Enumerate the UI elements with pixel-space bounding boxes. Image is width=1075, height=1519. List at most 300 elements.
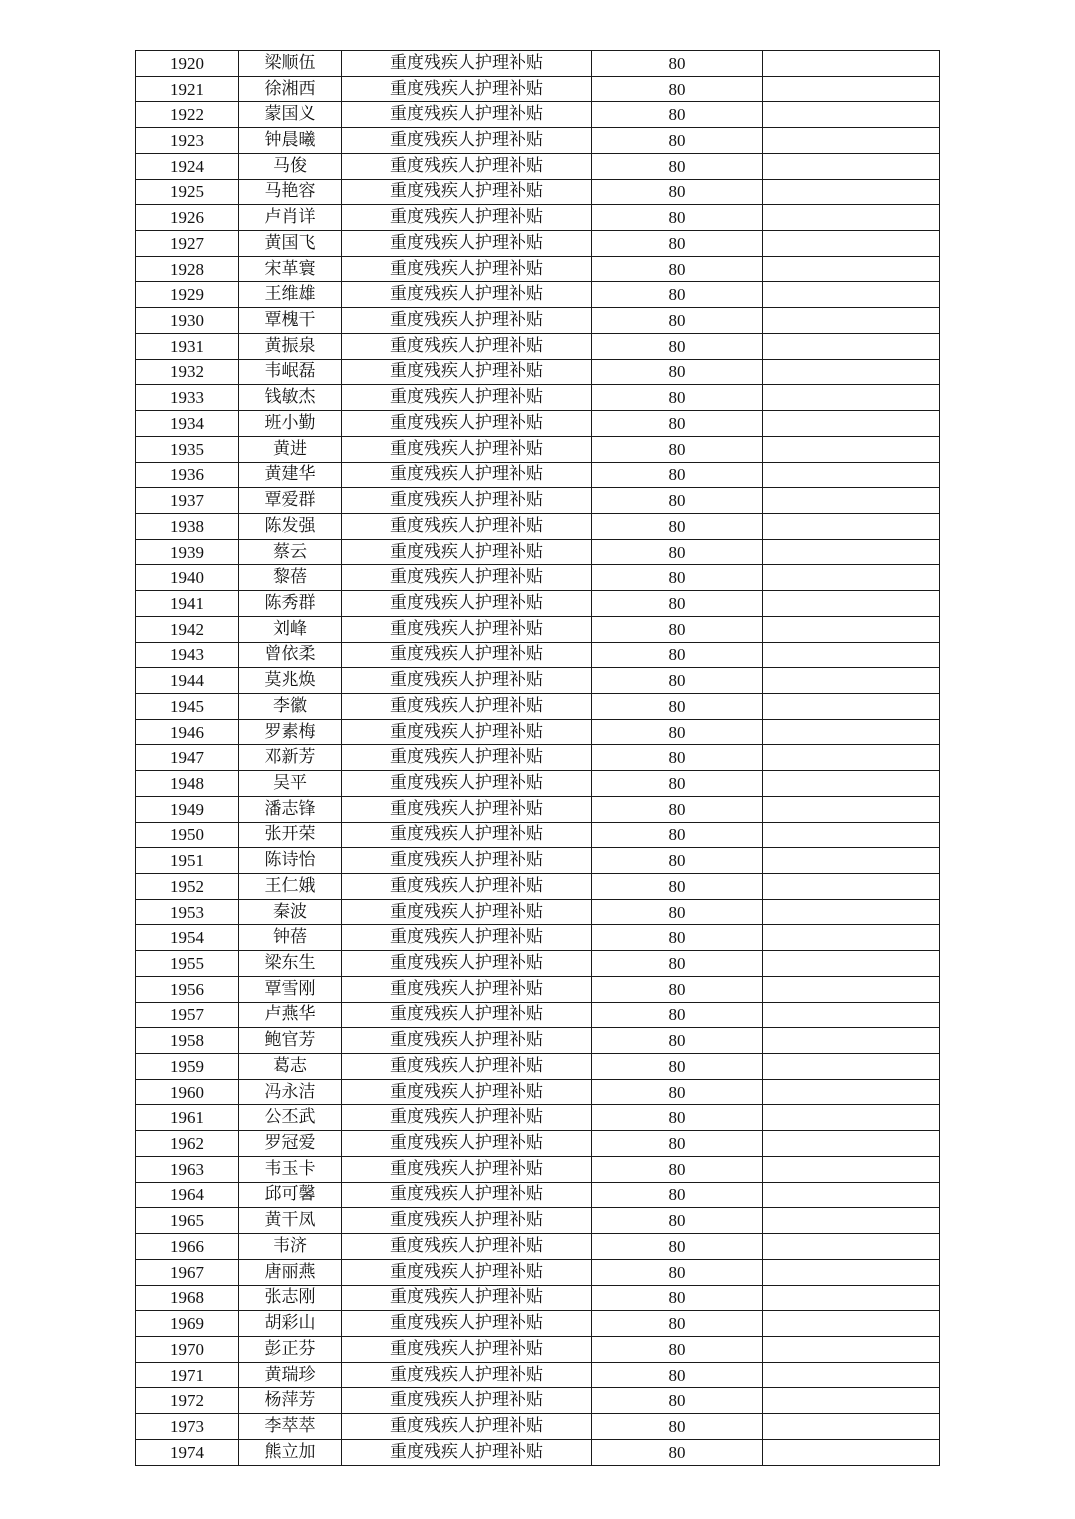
table-row	[136, 616, 940, 642]
row-number-cell: 1970	[136, 1336, 239, 1362]
remark-cell	[763, 1362, 940, 1388]
row-number-cell: 1960	[136, 1079, 239, 1105]
table-row	[136, 1259, 940, 1285]
person-name-cell: 覃爱群	[239, 488, 342, 514]
row-number-cell: 1955	[136, 951, 239, 977]
amount-cell: 80	[592, 1156, 763, 1182]
row-number-cell: 1924	[136, 153, 239, 179]
subsidy-type-cell: 重度残疾人护理补贴	[342, 333, 592, 359]
amount-cell: 80	[592, 462, 763, 488]
person-name-cell: 陈秀群	[239, 591, 342, 617]
remark-cell	[763, 1028, 940, 1054]
table-row	[136, 925, 940, 951]
row-number-cell: 1940	[136, 565, 239, 591]
person-name-cell: 鲍官芳	[239, 1028, 342, 1054]
row-number-cell: 1959	[136, 1054, 239, 1080]
row-number-cell: 1966	[136, 1234, 239, 1260]
subsidy-type-cell: 重度残疾人护理补贴	[342, 1388, 592, 1414]
subsidy-type-cell: 重度残疾人护理补贴	[342, 308, 592, 334]
row-number-cell: 1969	[136, 1311, 239, 1337]
subsidy-type-cell: 重度残疾人护理补贴	[342, 513, 592, 539]
remark-cell	[763, 76, 940, 102]
person-name-cell: 陈发强	[239, 513, 342, 539]
amount-cell: 80	[592, 1079, 763, 1105]
remark-cell	[763, 513, 940, 539]
table-row	[136, 359, 940, 385]
table-row	[136, 1208, 940, 1234]
subsidy-type-cell: 重度残疾人护理补贴	[342, 1234, 592, 1260]
subsidy-type-cell: 重度残疾人护理补贴	[342, 1311, 592, 1337]
subsidy-type-cell: 重度残疾人护理补贴	[342, 1054, 592, 1080]
person-name-cell: 黄国飞	[239, 231, 342, 257]
person-name-cell: 钱敏杰	[239, 385, 342, 411]
table-row	[136, 205, 940, 231]
table-row	[136, 848, 940, 874]
table-row	[136, 1079, 940, 1105]
amount-cell: 80	[592, 848, 763, 874]
subsidy-type-cell: 重度残疾人护理补贴	[342, 719, 592, 745]
person-name-cell: 黄建华	[239, 462, 342, 488]
person-name-cell: 黄振泉	[239, 333, 342, 359]
remark-cell	[763, 668, 940, 694]
amount-cell: 80	[592, 1182, 763, 1208]
amount-cell: 80	[592, 231, 763, 257]
subsidy-type-cell: 重度残疾人护理补贴	[342, 462, 592, 488]
person-name-cell: 李萃萃	[239, 1414, 342, 1440]
person-name-cell: 秦波	[239, 899, 342, 925]
row-number-cell: 1947	[136, 745, 239, 771]
remark-cell	[763, 616, 940, 642]
amount-cell: 80	[592, 642, 763, 668]
amount-cell: 80	[592, 899, 763, 925]
amount-cell: 80	[592, 693, 763, 719]
table-row	[136, 333, 940, 359]
row-number-cell: 1933	[136, 385, 239, 411]
row-number-cell: 1929	[136, 282, 239, 308]
remark-cell	[763, 822, 940, 848]
row-number-cell: 1958	[136, 1028, 239, 1054]
person-name-cell: 卢燕华	[239, 1002, 342, 1028]
table-row	[136, 153, 940, 179]
remark-cell	[763, 488, 940, 514]
person-name-cell: 覃槐干	[239, 308, 342, 334]
person-name-cell: 梁东生	[239, 951, 342, 977]
person-name-cell: 王仁娥	[239, 874, 342, 900]
amount-cell: 80	[592, 1028, 763, 1054]
remark-cell	[763, 1439, 940, 1465]
row-number-cell: 1939	[136, 539, 239, 565]
row-number-cell: 1948	[136, 771, 239, 797]
remark-cell	[763, 1156, 940, 1182]
table-row	[136, 411, 940, 437]
subsidy-type-cell: 重度残疾人护理补贴	[342, 205, 592, 231]
table-row	[136, 1182, 940, 1208]
amount-cell: 80	[592, 771, 763, 797]
subsidy-type-cell: 重度残疾人护理补贴	[342, 745, 592, 771]
table-row	[136, 256, 940, 282]
person-name-cell: 宋革寰	[239, 256, 342, 282]
person-name-cell: 罗素梅	[239, 719, 342, 745]
table-row	[136, 513, 940, 539]
remark-cell	[763, 796, 940, 822]
amount-cell: 80	[592, 1336, 763, 1362]
subsidy-type-cell: 重度残疾人护理补贴	[342, 1208, 592, 1234]
remark-cell	[763, 1259, 940, 1285]
table-row	[136, 642, 940, 668]
subsidy-type-cell: 重度残疾人护理补贴	[342, 642, 592, 668]
person-name-cell: 熊立加	[239, 1439, 342, 1465]
remark-cell	[763, 102, 940, 128]
row-number-cell: 1953	[136, 899, 239, 925]
row-number-cell: 1923	[136, 128, 239, 154]
remark-cell	[763, 1079, 940, 1105]
row-number-cell: 1944	[136, 668, 239, 694]
subsidy-type-cell: 重度残疾人护理补贴	[342, 385, 592, 411]
person-name-cell: 梁顺伍	[239, 51, 342, 77]
row-number-cell: 1952	[136, 874, 239, 900]
row-number-cell: 1927	[136, 231, 239, 257]
amount-cell: 80	[592, 796, 763, 822]
row-number-cell: 1920	[136, 51, 239, 77]
subsidy-type-cell: 重度残疾人护理补贴	[342, 1182, 592, 1208]
amount-cell: 80	[592, 51, 763, 77]
table-row	[136, 719, 940, 745]
remark-cell	[763, 179, 940, 205]
table-row	[136, 1336, 940, 1362]
remark-cell	[763, 1208, 940, 1234]
amount-cell: 80	[592, 1388, 763, 1414]
amount-cell: 80	[592, 565, 763, 591]
remark-cell	[763, 436, 940, 462]
amount-cell: 80	[592, 1131, 763, 1157]
row-number-cell: 1937	[136, 488, 239, 514]
table-row	[136, 1156, 940, 1182]
table-row	[136, 1388, 940, 1414]
person-name-cell: 潘志锋	[239, 796, 342, 822]
table-row	[136, 1028, 940, 1054]
subsidy-type-cell: 重度残疾人护理补贴	[342, 282, 592, 308]
remark-cell	[763, 1311, 940, 1337]
person-name-cell: 黎蓓	[239, 565, 342, 591]
remark-cell	[763, 745, 940, 771]
remark-cell	[763, 308, 940, 334]
amount-cell: 80	[592, 128, 763, 154]
table-row	[136, 976, 940, 1002]
subsidy-type-cell: 重度残疾人护理补贴	[342, 848, 592, 874]
remark-cell	[763, 51, 940, 77]
table-row	[136, 539, 940, 565]
row-number-cell: 1935	[136, 436, 239, 462]
subsidy-type-cell: 重度残疾人护理补贴	[342, 1439, 592, 1465]
table-row	[136, 899, 940, 925]
subsidy-type-cell: 重度残疾人护理补贴	[342, 76, 592, 102]
table-row	[136, 76, 940, 102]
amount-cell: 80	[592, 436, 763, 462]
row-number-cell: 1925	[136, 179, 239, 205]
subsidy-type-cell: 重度残疾人护理补贴	[342, 1259, 592, 1285]
table-row	[136, 1414, 940, 1440]
table-row	[136, 128, 940, 154]
row-number-cell: 1945	[136, 693, 239, 719]
person-name-cell: 钟晨曦	[239, 128, 342, 154]
remark-cell	[763, 1131, 940, 1157]
table-row	[136, 436, 940, 462]
subsidy-type-cell: 重度残疾人护理补贴	[342, 153, 592, 179]
row-number-cell: 1965	[136, 1208, 239, 1234]
amount-cell: 80	[592, 1285, 763, 1311]
person-name-cell: 卢肖详	[239, 205, 342, 231]
amount-cell: 80	[592, 539, 763, 565]
person-name-cell: 胡彩山	[239, 1311, 342, 1337]
row-number-cell: 1973	[136, 1414, 239, 1440]
subsidy-type-cell: 重度残疾人护理补贴	[342, 693, 592, 719]
subsidy-type-cell: 重度残疾人护理补贴	[342, 411, 592, 437]
person-name-cell: 黄干凤	[239, 1208, 342, 1234]
table-row	[136, 591, 940, 617]
row-number-cell: 1968	[136, 1285, 239, 1311]
amount-cell: 80	[592, 1362, 763, 1388]
table-row	[136, 282, 940, 308]
table-row	[136, 1131, 940, 1157]
subsidy-type-cell: 重度残疾人护理补贴	[342, 976, 592, 1002]
subsidy-type-cell: 重度残疾人护理补贴	[342, 436, 592, 462]
amount-cell: 80	[592, 1002, 763, 1028]
person-name-cell: 韦济	[239, 1234, 342, 1260]
amount-cell: 80	[592, 1259, 763, 1285]
subsidy-type-cell: 重度残疾人护理补贴	[342, 616, 592, 642]
table-row	[136, 1362, 940, 1388]
remark-cell	[763, 925, 940, 951]
amount-cell: 80	[592, 951, 763, 977]
remark-cell	[763, 282, 940, 308]
row-number-cell: 1963	[136, 1156, 239, 1182]
remark-cell	[763, 411, 940, 437]
amount-cell: 80	[592, 1439, 763, 1465]
remark-cell	[763, 231, 940, 257]
subsidy-type-cell: 重度残疾人护理补贴	[342, 668, 592, 694]
person-name-cell: 葛志	[239, 1054, 342, 1080]
remark-cell	[763, 951, 940, 977]
table-row	[136, 693, 940, 719]
remark-cell	[763, 1388, 940, 1414]
table-row	[136, 668, 940, 694]
table-row	[136, 1311, 940, 1337]
amount-cell: 80	[592, 513, 763, 539]
amount-cell: 80	[592, 616, 763, 642]
person-name-cell: 罗冠爱	[239, 1131, 342, 1157]
person-name-cell: 徐湘西	[239, 76, 342, 102]
person-name-cell: 邓新芳	[239, 745, 342, 771]
subsidy-type-cell: 重度残疾人护理补贴	[342, 1156, 592, 1182]
remark-cell	[763, 771, 940, 797]
remark-cell	[763, 153, 940, 179]
subsidy-type-cell: 重度残疾人护理补贴	[342, 1079, 592, 1105]
row-number-cell: 1971	[136, 1362, 239, 1388]
subsidy-type-cell: 重度残疾人护理补贴	[342, 256, 592, 282]
row-number-cell: 1936	[136, 462, 239, 488]
table-row	[136, 308, 940, 334]
amount-cell: 80	[592, 745, 763, 771]
amount-cell: 80	[592, 308, 763, 334]
subsidy-type-cell: 重度残疾人护理补贴	[342, 899, 592, 925]
subsidy-type-cell: 重度残疾人护理补贴	[342, 771, 592, 797]
row-number-cell: 1934	[136, 411, 239, 437]
amount-cell: 80	[592, 822, 763, 848]
remark-cell	[763, 1336, 940, 1362]
row-number-cell: 1930	[136, 308, 239, 334]
row-number-cell: 1967	[136, 1259, 239, 1285]
amount-cell: 80	[592, 874, 763, 900]
table-row	[136, 822, 940, 848]
row-number-cell: 1926	[136, 205, 239, 231]
subsidy-type-cell: 重度残疾人护理补贴	[342, 102, 592, 128]
person-name-cell: 韦玉卡	[239, 1156, 342, 1182]
person-name-cell: 公丕武	[239, 1105, 342, 1131]
remark-cell	[763, 1105, 940, 1131]
amount-cell: 80	[592, 179, 763, 205]
row-number-cell: 1954	[136, 925, 239, 951]
amount-cell: 80	[592, 411, 763, 437]
row-number-cell: 1941	[136, 591, 239, 617]
amount-cell: 80	[592, 102, 763, 128]
remark-cell	[763, 899, 940, 925]
row-number-cell: 1972	[136, 1388, 239, 1414]
amount-cell: 80	[592, 256, 763, 282]
person-name-cell: 彭正芬	[239, 1336, 342, 1362]
remark-cell	[763, 539, 940, 565]
subsidy-type-cell: 重度残疾人护理补贴	[342, 591, 592, 617]
remark-cell	[763, 256, 940, 282]
person-name-cell: 钟蓓	[239, 925, 342, 951]
person-name-cell: 杨萍芳	[239, 1388, 342, 1414]
row-number-cell: 1943	[136, 642, 239, 668]
person-name-cell: 马俊	[239, 153, 342, 179]
subsidy-type-cell: 重度残疾人护理补贴	[342, 231, 592, 257]
remark-cell	[763, 1054, 940, 1080]
row-number-cell: 1949	[136, 796, 239, 822]
amount-cell: 80	[592, 385, 763, 411]
row-number-cell: 1974	[136, 1439, 239, 1465]
table-row	[136, 102, 940, 128]
subsidy-type-cell: 重度残疾人护理补贴	[342, 951, 592, 977]
subsidy-type-cell: 重度残疾人护理补贴	[342, 359, 592, 385]
subsidy-type-cell: 重度残疾人护理补贴	[342, 1131, 592, 1157]
remark-cell	[763, 565, 940, 591]
amount-cell: 80	[592, 76, 763, 102]
subsidy-table	[135, 50, 940, 1466]
row-number-cell: 1950	[136, 822, 239, 848]
subsidy-type-cell: 重度残疾人护理补贴	[342, 565, 592, 591]
subsidy-type-cell: 重度残疾人护理补贴	[342, 51, 592, 77]
table-row	[136, 462, 940, 488]
row-number-cell: 1964	[136, 1182, 239, 1208]
row-number-cell: 1938	[136, 513, 239, 539]
amount-cell: 80	[592, 925, 763, 951]
subsidy-type-cell: 重度残疾人护理补贴	[342, 1285, 592, 1311]
person-name-cell: 蔡云	[239, 539, 342, 565]
person-name-cell: 吴平	[239, 771, 342, 797]
person-name-cell: 王维雄	[239, 282, 342, 308]
amount-cell: 80	[592, 153, 763, 179]
amount-cell: 80	[592, 1105, 763, 1131]
person-name-cell: 韦岷磊	[239, 359, 342, 385]
person-name-cell: 陈诗怡	[239, 848, 342, 874]
subsidy-type-cell: 重度残疾人护理补贴	[342, 874, 592, 900]
remark-cell	[763, 976, 940, 1002]
subsidy-type-cell: 重度残疾人护理补贴	[342, 539, 592, 565]
person-name-cell: 蒙国义	[239, 102, 342, 128]
table-row	[136, 51, 940, 77]
table-row	[136, 796, 940, 822]
table-body	[136, 51, 940, 1466]
remark-cell	[763, 1285, 940, 1311]
table-row	[136, 565, 940, 591]
remark-cell	[763, 128, 940, 154]
remark-cell	[763, 1182, 940, 1208]
table-row	[136, 488, 940, 514]
amount-cell: 80	[592, 333, 763, 359]
table-row	[136, 1105, 940, 1131]
remark-cell	[763, 693, 940, 719]
table-row	[136, 1439, 940, 1465]
row-number-cell: 1928	[136, 256, 239, 282]
row-number-cell: 1956	[136, 976, 239, 1002]
table-row	[136, 1002, 940, 1028]
subsidy-type-cell: 重度残疾人护理补贴	[342, 179, 592, 205]
table-row	[136, 1234, 940, 1260]
row-number-cell: 1921	[136, 76, 239, 102]
table-row	[136, 231, 940, 257]
remark-cell	[763, 1002, 940, 1028]
amount-cell: 80	[592, 1054, 763, 1080]
table-row	[136, 1054, 940, 1080]
subsidy-type-cell: 重度残疾人护理补贴	[342, 925, 592, 951]
person-name-cell: 李徽	[239, 693, 342, 719]
amount-cell: 80	[592, 976, 763, 1002]
amount-cell: 80	[592, 488, 763, 514]
amount-cell: 80	[592, 359, 763, 385]
subsidy-type-cell: 重度残疾人护理补贴	[342, 488, 592, 514]
remark-cell	[763, 874, 940, 900]
person-name-cell: 莫兆焕	[239, 668, 342, 694]
person-name-cell: 覃雪刚	[239, 976, 342, 1002]
remark-cell	[763, 719, 940, 745]
amount-cell: 80	[592, 1414, 763, 1440]
amount-cell: 80	[592, 668, 763, 694]
person-name-cell: 刘峰	[239, 616, 342, 642]
amount-cell: 80	[592, 1234, 763, 1260]
person-name-cell: 马艳容	[239, 179, 342, 205]
amount-cell: 80	[592, 1208, 763, 1234]
person-name-cell: 黄进	[239, 436, 342, 462]
row-number-cell: 1922	[136, 102, 239, 128]
amount-cell: 80	[592, 1311, 763, 1337]
remark-cell	[763, 359, 940, 385]
remark-cell	[763, 1414, 940, 1440]
person-name-cell: 张志刚	[239, 1285, 342, 1311]
amount-cell: 80	[592, 205, 763, 231]
subsidy-type-cell: 重度残疾人护理补贴	[342, 1002, 592, 1028]
row-number-cell: 1932	[136, 359, 239, 385]
row-number-cell: 1931	[136, 333, 239, 359]
remark-cell	[763, 642, 940, 668]
remark-cell	[763, 462, 940, 488]
remark-cell	[763, 848, 940, 874]
remark-cell	[763, 385, 940, 411]
remark-cell	[763, 1234, 940, 1260]
remark-cell	[763, 591, 940, 617]
table-row	[136, 179, 940, 205]
